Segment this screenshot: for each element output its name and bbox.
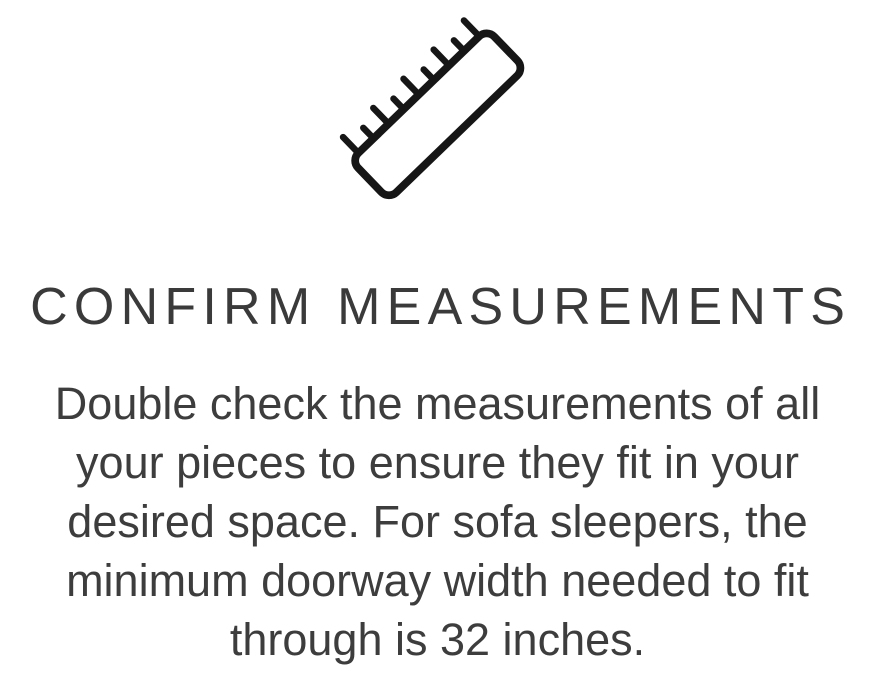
body-text-line: Double check the measurements of all [54, 378, 821, 429]
body-text-line: desired space. For sofa sleepers, the [67, 496, 808, 547]
body-text-line: through is 32 inches. [229, 614, 646, 665]
ruler-icon [0, 0, 875, 220]
body-text-line: minimum doorway width needed to fit [66, 555, 809, 606]
section-title: CONFIRM MEASUREMENTS [30, 278, 852, 336]
body-text-line: your pieces to ensure they fit in your [76, 437, 799, 488]
body-text [0, 374, 875, 669]
